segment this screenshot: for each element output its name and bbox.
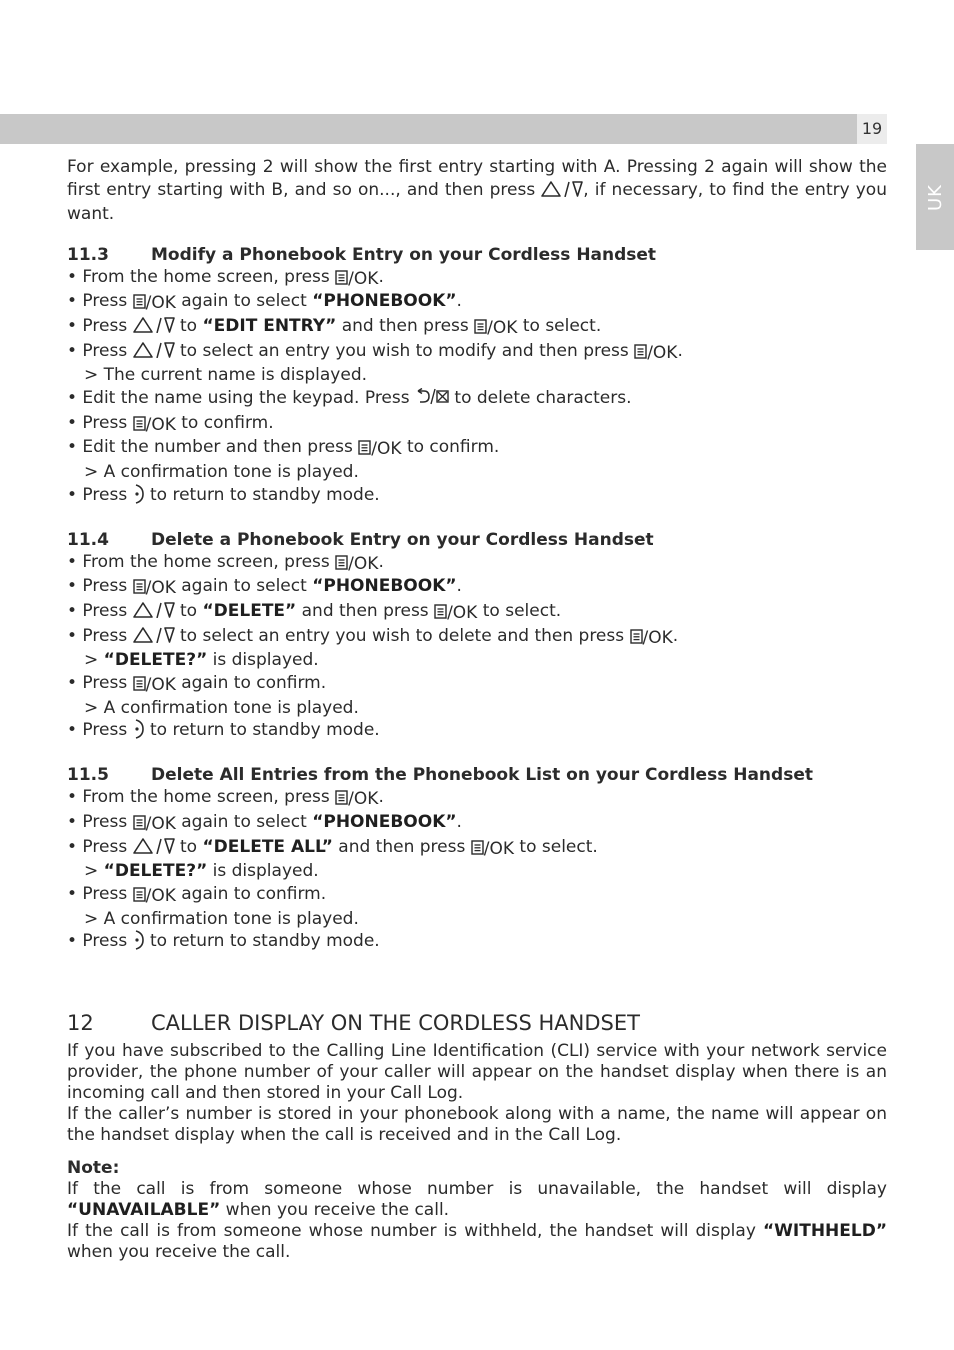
intro-paragraph (67, 156, 887, 226)
list-item: • Press to return to standby mode. (67, 484, 887, 511)
section-heading-11-3 (67, 244, 887, 266)
header-bar (0, 114, 887, 144)
cli-paragraph: If you have subscribed to the Calling Line Identification (CLI) service with your network service provider, the phone number of your caller will appear on the handset display when there is an incoming call and then stored in your Call Log. (67, 1041, 887, 1104)
list-item: • Press to select an entry you wish to delete and then press /OK. (67, 625, 679, 648)
list-item: • Press /OK again to confirm. (67, 673, 327, 696)
up-down-icon (133, 317, 175, 340)
menu-ok-icon: /OK (358, 438, 401, 461)
up-down-icon (133, 838, 175, 861)
language-tab-label: UK (924, 183, 946, 211)
page-content (67, 156, 887, 1263)
result-line: > A confirmation tone is played. (84, 697, 359, 718)
list-item: • From the home screen, press /OK. (67, 551, 384, 574)
intro-text: For example, pressing 2 will show the first entry starting with A. Pressing 2 again will show the first entry starting with B, and so on..., and then press (67, 157, 887, 200)
end-call-icon (133, 930, 145, 957)
section-number: 12 (67, 1011, 94, 1036)
menu-ok-icon: /OK (133, 577, 176, 600)
list-item: • Press to select an entry you wish to modify and then press /OK. (67, 340, 683, 363)
note-title: Note: (67, 1158, 120, 1179)
end-call-icon (133, 719, 145, 746)
list-item: • Press to “EDIT ENTRY” and then press /OK to select. (67, 315, 602, 338)
list-item: • Press to “DELETE” and then press /OK to select. (67, 600, 562, 623)
result-line: > “DELETE?” is displayed. (84, 861, 319, 882)
section-heading-11-5 (67, 764, 887, 786)
note-withheld: If the call is from someone whose number is withheld, the handset will display “WITHHELD” when you receive the call. (67, 1221, 888, 1263)
list-item: • Press /OK again to select “PHONEBOOK”. (67, 576, 462, 599)
section-title: Delete All Entries from the Phonebook List on your Cordless Handset (151, 765, 813, 786)
list-item: • Press to return to standby mode. (67, 930, 887, 957)
menu-ok-icon: /OK (133, 414, 176, 437)
menu-ok-icon: /OK (133, 674, 176, 697)
language-tab (916, 144, 954, 250)
section-number: 11.5 (67, 765, 109, 786)
result-line: > The current name is displayed. (84, 365, 368, 386)
note-unavailable: If the call is from someone whose number is unavailable, the handset will display “UNAVAILABLE” when you receive the call. (67, 1179, 887, 1221)
menu-ok-icon: /OK (474, 317, 517, 340)
menu-ok-icon: /OK (335, 553, 378, 576)
up-down-icon (133, 627, 175, 650)
menu-ok-icon: /OK (133, 813, 176, 836)
list-item: • Press /OK to confirm. (67, 412, 274, 435)
menu-ok-icon: /OK (434, 602, 477, 625)
menu-ok-icon: /OK (133, 292, 176, 315)
list-item: • Edit the name using the keypad. Press to delete characters. (67, 387, 887, 412)
result-line: > A confirmation tone is played. (84, 462, 359, 483)
section-title: CALLER DISPLAY ON THE CORDLESS HANDSET (151, 1011, 640, 1036)
section-title: Delete a Phonebook Entry on your Cordless Handset (151, 529, 654, 550)
menu-ok-icon: /OK (471, 838, 514, 861)
menu-ok-icon: /OK (630, 627, 673, 650)
phonebook-name-paragraph: If the caller’s number is stored in your phonebook along with a name, the name will appear on the handset display when the call is received and in the Call Log. (67, 1104, 887, 1146)
result-line: > “DELETE?” is displayed. (84, 650, 319, 671)
menu-ok-icon: /OK (634, 342, 677, 365)
list-item: • From the home screen, press /OK. (67, 266, 384, 289)
list-item: • Press to return to standby mode. (67, 719, 887, 746)
up-down-icon (541, 181, 583, 204)
back-delete-icon (415, 388, 449, 412)
list-item: • Press /OK again to select “PHONEBOOK”. (67, 291, 462, 314)
section-heading-12 (67, 1009, 887, 1037)
section-number: 11.3 (67, 244, 109, 265)
list-item: • From the home screen, press /OK. (67, 787, 384, 810)
menu-ok-icon: /OK (133, 885, 176, 908)
steps-list-11-3 (67, 266, 887, 511)
page-number: 19 (857, 114, 887, 144)
end-call-icon (133, 484, 145, 511)
section-title: Modify a Phonebook Entry on your Cordless Handset (151, 244, 657, 265)
result-line: > A confirmation tone is played. (84, 908, 359, 929)
steps-list-11-5 (67, 786, 887, 957)
list-item: • Press to “DELETE ALL” and then press /OK to select. (67, 836, 598, 859)
steps-list-11-4 (67, 551, 887, 747)
section-heading-11-4 (67, 529, 887, 551)
section-number: 11.4 (67, 529, 109, 550)
list-item: • Press /OK again to select “PHONEBOOK”. (67, 811, 462, 834)
list-item: • Edit the number and then press /OK to confirm. (67, 437, 500, 460)
menu-ok-icon: /OK (335, 788, 378, 811)
menu-ok-icon: /OK (335, 268, 378, 291)
up-down-icon (133, 342, 175, 365)
list-item: • Press /OK again to confirm. (67, 883, 327, 906)
up-down-icon (133, 602, 175, 625)
intro-text-end: , if necessary, to find the entry you want. (67, 179, 887, 224)
